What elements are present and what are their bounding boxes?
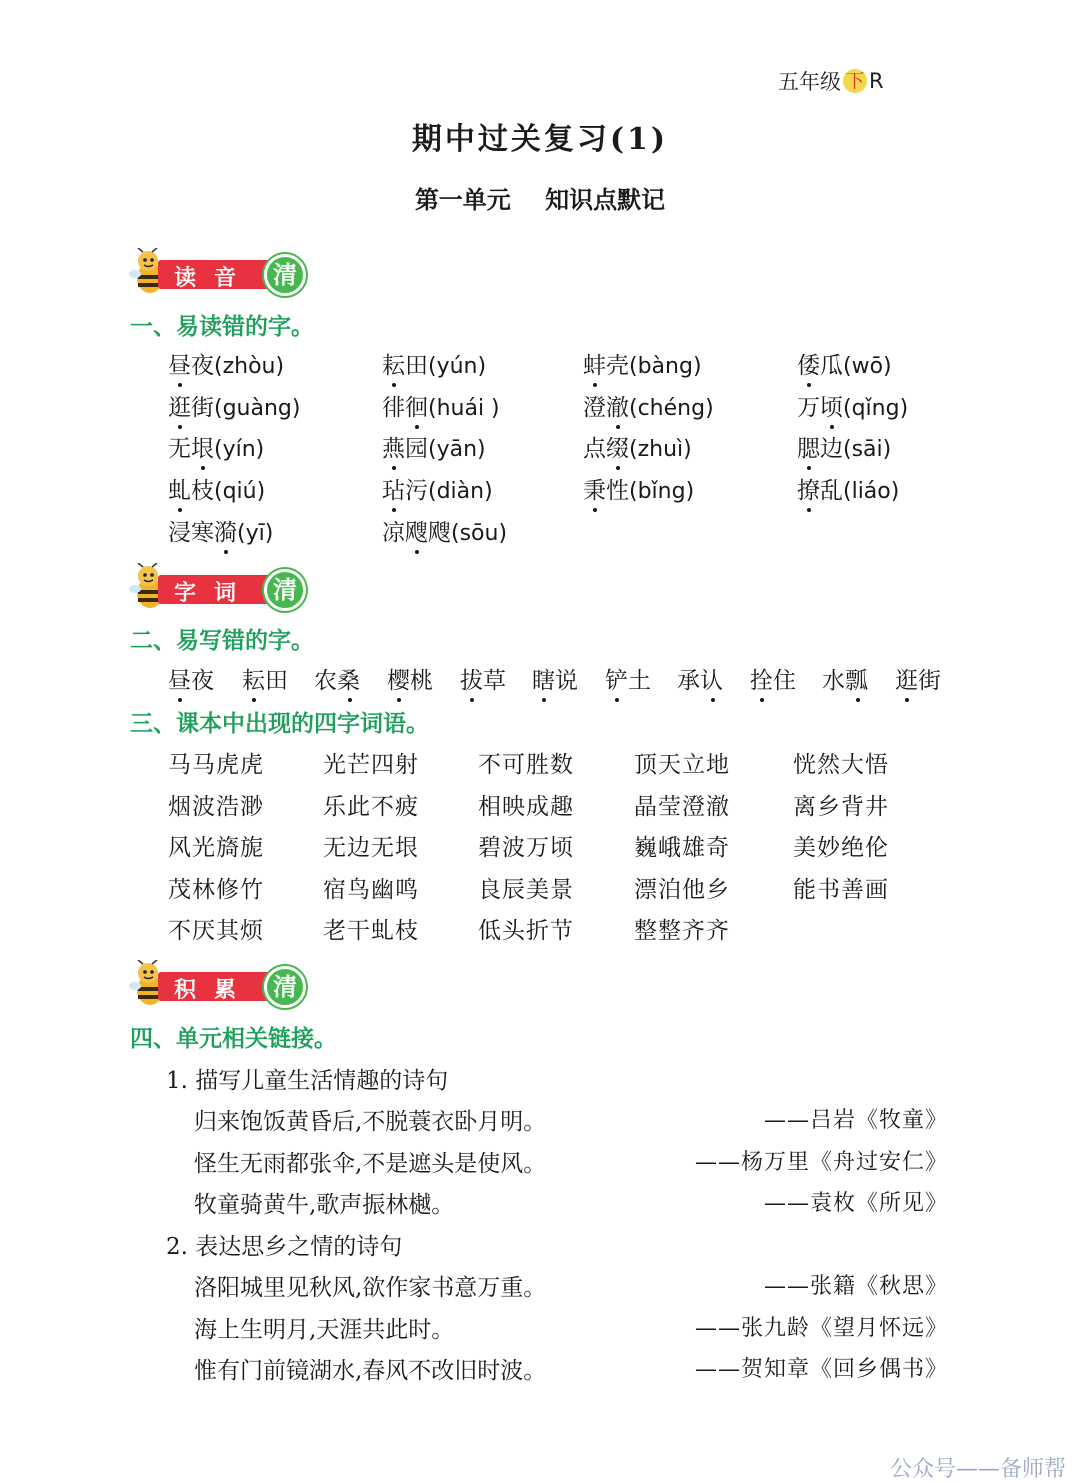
emphasis-dot (593, 383, 597, 387)
emphasis-dot (252, 698, 256, 702)
word: 无垠 (168, 430, 214, 463)
pinyin: (bàng) (629, 354, 702, 379)
pinyin: (yín) (214, 437, 265, 462)
word: 逛街 (168, 389, 214, 422)
word: 澄澈 (583, 389, 629, 422)
word: 承认 (677, 662, 723, 695)
pinyin-item (797, 430, 891, 463)
idiom: 整整齐齐 (634, 918, 730, 944)
pinyin-item (583, 347, 702, 380)
hard-word (168, 662, 214, 695)
idiom: 无边无垠 (323, 835, 419, 861)
idiom: 乐此不疲 (323, 794, 419, 820)
emphasis-dot (760, 698, 764, 702)
idiom: 宿鸟幽鸣 (323, 877, 419, 903)
poem-verse: 惟有门前镜湖水,春风不改旧时波。 (194, 1358, 547, 1384)
grade-text: 五年级 (778, 70, 841, 94)
emphasis-dot (542, 698, 546, 702)
idiom: 巍峨雄奇 (634, 835, 730, 861)
pinyin-item (797, 472, 899, 505)
emphasis-dot (178, 698, 182, 702)
poem-group-title: 1. 描写儿童生活情趣的诗句 (166, 1068, 449, 1094)
emphasis-dot (856, 698, 860, 702)
idiom: 相映成趣 (478, 794, 574, 820)
emphasis-dot (807, 508, 811, 512)
poem-group-title: 2. 表达思乡之情的诗句 (166, 1234, 403, 1260)
pinyin: (qǐng) (843, 396, 909, 421)
emphasis-dot (178, 508, 182, 512)
banner-stamp: 清 (264, 254, 306, 296)
idiom: 离乡背井 (793, 794, 889, 820)
section-heading-4: 四、单元相关链接。 (130, 1026, 337, 1052)
word: 秉性 (583, 472, 629, 505)
hard-word (605, 662, 651, 695)
pinyin: (zhòu) (214, 354, 285, 379)
pinyin: (zhuì) (629, 437, 692, 462)
emphasis-dot (470, 698, 474, 702)
word: 拴住 (750, 662, 796, 695)
idiom: 低头折节 (478, 918, 574, 944)
banner-label: 积累 (174, 978, 255, 1003)
word: 昼夜 (168, 662, 214, 695)
poem-verse: 洛阳城里见秋风,欲作家书意万重。 (194, 1275, 547, 1301)
pinyin: (yún) (428, 354, 487, 379)
idiom: 老干虬枝 (323, 918, 419, 944)
emphasis-dot (178, 425, 182, 429)
pinyin-item (382, 389, 500, 422)
hard-word (242, 662, 288, 695)
hard-word (750, 662, 796, 695)
hard-word (895, 662, 941, 695)
pinyin-item (382, 430, 486, 463)
idiom: 不厌其烦 (168, 918, 264, 944)
idiom: 不可胜数 (478, 752, 574, 778)
pinyin: (huái ) (428, 396, 500, 421)
grade-mark: 下 (843, 69, 867, 93)
emphasis-dot (830, 425, 834, 429)
word: 虬枝 (168, 472, 214, 505)
word: 耘田 (382, 347, 428, 380)
emphasis-dot (392, 383, 396, 387)
banner-bar (158, 260, 276, 289)
hard-word (314, 662, 360, 695)
idiom: 风光旖旎 (168, 835, 264, 861)
emphasis-dot (593, 508, 597, 512)
section-heading-1: 一、易读错的字。 (130, 314, 314, 340)
emphasis-dot (415, 425, 419, 429)
pinyin: (sāi) (843, 437, 892, 462)
banner-label: 读音 (174, 266, 255, 291)
idiom: 烟波浩渺 (168, 794, 264, 820)
emphasis-dot (616, 466, 620, 470)
emphasis-dot (616, 425, 620, 429)
word: 瞎说 (532, 662, 578, 695)
pinyin-item (583, 430, 692, 463)
pinyin: (chéng) (629, 396, 714, 421)
pinyin-item (382, 514, 507, 547)
hard-word (677, 662, 723, 695)
hard-word (387, 662, 433, 695)
idiom: 光芒四射 (323, 752, 419, 778)
poem-source: ——袁枚《所见》 (763, 1191, 948, 1216)
idiom: 碧波万顷 (478, 835, 574, 861)
banner-stamp: 清 (264, 966, 306, 1008)
pinyin-item (797, 347, 892, 380)
word: 樱桃 (387, 662, 433, 695)
pinyin: (wō) (843, 354, 892, 379)
word: 逛街 (895, 662, 941, 695)
emphasis-dot (807, 466, 811, 470)
idiom: 能书善画 (793, 877, 889, 903)
pinyin-item (797, 389, 908, 422)
emphasis-dot (178, 383, 182, 387)
banner-reading (128, 248, 303, 296)
poem-verse: 怪生无雨都张伞,不是遮头是使风。 (194, 1151, 547, 1177)
grade-label (778, 66, 884, 96)
emphasis-dot (415, 550, 419, 554)
banner-accumulate (128, 960, 303, 1008)
pinyin: (sōu) (451, 521, 508, 546)
word: 铲土 (605, 662, 651, 695)
pinyin: (bǐng) (629, 479, 695, 504)
banner-label: 字词 (174, 581, 255, 606)
pinyin-item (168, 430, 264, 463)
emphasis-dot (201, 466, 205, 470)
word: 凉飕飕 (382, 514, 451, 547)
pinyin: (guàng) (214, 396, 301, 421)
emphasis-dot (392, 508, 396, 512)
pinyin-item (583, 472, 694, 505)
word: 蚌壳 (583, 347, 629, 380)
emphasis-dot (905, 698, 909, 702)
word: 点缀 (583, 430, 629, 463)
word: 农桑 (314, 662, 360, 695)
section-heading-3: 三、课本中出现的四字词语。 (130, 711, 429, 737)
banner-stamp: 清 (264, 569, 306, 611)
word: 徘徊 (382, 389, 428, 422)
word: 浸寒漪 (168, 514, 237, 547)
idiom: 晶莹澄澈 (634, 794, 730, 820)
section-heading-2: 二、易写错的字。 (130, 628, 314, 654)
pinyin-item (583, 389, 714, 422)
hard-word (460, 662, 506, 695)
word: 腮边 (797, 430, 843, 463)
word: 昼夜 (168, 347, 214, 380)
poem-source: ——张九龄《望月怀远》 (694, 1316, 948, 1341)
edition-letter: R (869, 69, 884, 93)
poem-source: ——张籍《秋思》 (763, 1274, 948, 1299)
poem-source: ——贺知章《回乡偶书》 (694, 1357, 948, 1382)
word: 拔草 (460, 662, 506, 695)
emphasis-dot (711, 698, 715, 702)
page-subtitle: 第一单元 知识点默记 (414, 186, 666, 214)
banner-bar (158, 972, 276, 1001)
emphasis-dot (392, 466, 396, 470)
emphasis-dot (397, 698, 401, 702)
pinyin: (liáo) (843, 479, 900, 504)
pinyin-item (168, 472, 265, 505)
word: 水瓢 (822, 662, 868, 695)
word: 撩乱 (797, 472, 843, 505)
watermark: 公众号——备师帮 (889, 1457, 1066, 1482)
pinyin-item (168, 514, 273, 547)
hard-word (532, 662, 578, 695)
poem-source: ——杨万里《舟过安仁》 (694, 1150, 948, 1175)
emphasis-dot (348, 698, 352, 702)
idiom: 漂泊他乡 (634, 877, 730, 903)
word: 玷污 (382, 472, 428, 505)
idiom: 马马虎虎 (168, 752, 264, 778)
pinyin: (yī) (237, 521, 274, 546)
word: 倭瓜 (797, 347, 843, 380)
emphasis-dot (224, 550, 228, 554)
word: 燕园 (382, 430, 428, 463)
pinyin-item (168, 347, 284, 380)
pinyin-item (382, 347, 486, 380)
banner-words (128, 563, 303, 611)
word: 万顷 (797, 389, 843, 422)
word: 耘田 (242, 662, 288, 695)
poem-verse: 归来饱饭黄昏后,不脱蓑衣卧月明。 (194, 1109, 547, 1135)
idiom: 良辰美景 (478, 877, 574, 903)
pinyin-item (168, 389, 300, 422)
poem-verse: 牧童骑黄牛,歌声振林樾。 (194, 1192, 455, 1218)
page-title: 期中过关复习(1) (411, 122, 669, 157)
idiom: 茂林修竹 (168, 877, 264, 903)
emphasis-dot (615, 698, 619, 702)
hard-word (822, 662, 868, 695)
banner-bar (158, 575, 276, 604)
poem-verse: 海上生明月,天涯共此时。 (194, 1317, 455, 1343)
pinyin: (yān) (428, 437, 486, 462)
poem-source: ——吕岩《牧童》 (763, 1108, 948, 1133)
emphasis-dot (807, 383, 811, 387)
idiom: 美妙绝伦 (793, 835, 889, 861)
idiom: 恍然大悟 (793, 752, 889, 778)
pinyin: (qiú) (214, 479, 266, 504)
pinyin: (diàn) (428, 479, 493, 504)
pinyin-item (382, 472, 493, 505)
idiom: 顶天立地 (634, 752, 730, 778)
